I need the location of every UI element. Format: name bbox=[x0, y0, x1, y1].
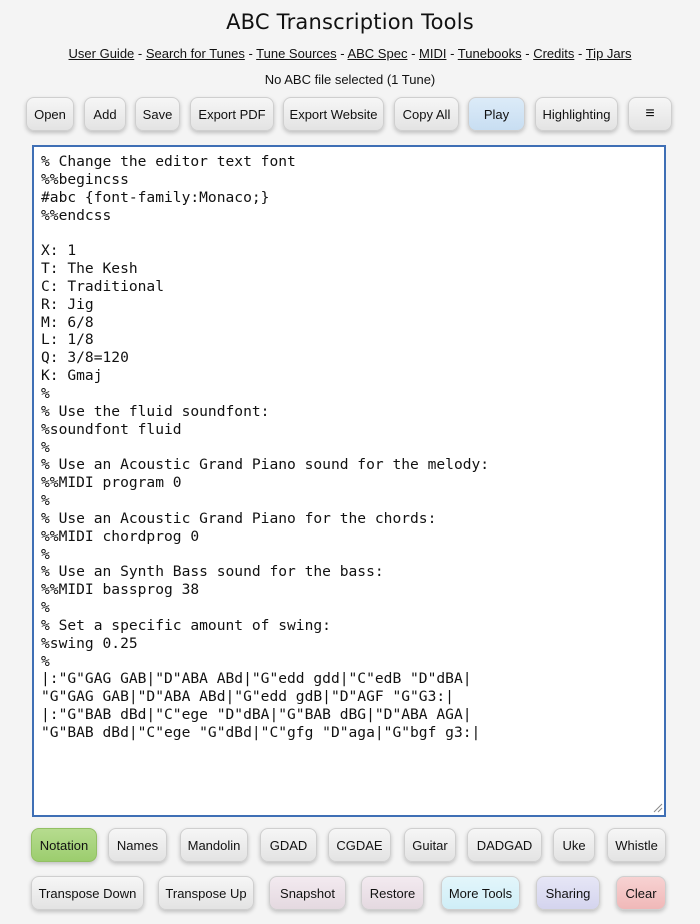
resize-handle-icon[interactable] bbox=[651, 801, 663, 813]
export-website-button[interactable]: Export Website bbox=[283, 97, 384, 131]
restore-button[interactable]: Restore bbox=[361, 876, 424, 910]
nav-link-tunebooks[interactable]: Tunebooks bbox=[457, 46, 522, 61]
highlighting-button[interactable]: Highlighting bbox=[535, 97, 618, 131]
play-button[interactable]: Play bbox=[468, 97, 525, 131]
guitar-button[interactable]: Guitar bbox=[404, 828, 456, 862]
whistle-button[interactable]: Whistle bbox=[607, 828, 666, 862]
export-pdf-button[interactable]: Export PDF bbox=[190, 97, 274, 131]
nav-link-midi[interactable]: MIDI bbox=[419, 46, 447, 61]
nav-separator: - bbox=[521, 46, 534, 61]
mandolin-button[interactable]: Mandolin bbox=[180, 828, 248, 862]
gdad-button[interactable]: GDAD bbox=[260, 828, 317, 862]
nav-link-search-for-tunes[interactable]: Search for Tunes bbox=[145, 46, 245, 61]
names-button[interactable]: Names bbox=[108, 828, 167, 862]
clear-button[interactable]: Clear bbox=[616, 876, 666, 910]
file-status: No ABC file selected (1 Tune) bbox=[264, 72, 436, 87]
nav-link-abc-spec[interactable]: ABC Spec bbox=[347, 46, 408, 61]
cgdae-button[interactable]: CGDAE bbox=[328, 828, 391, 862]
nav-link-tune-sources[interactable]: Tune Sources bbox=[256, 46, 337, 61]
nav-link-user-guide[interactable]: User Guide bbox=[68, 46, 135, 61]
transpose-up-button[interactable]: Transpose Up bbox=[158, 876, 254, 910]
nav-separator: - bbox=[574, 46, 586, 61]
uke-button[interactable]: Uke bbox=[553, 828, 595, 862]
menu-button[interactable]: ≡ bbox=[628, 97, 672, 131]
nav-link-credits[interactable]: Credits bbox=[533, 46, 575, 61]
transpose-down-button[interactable]: Transpose Down bbox=[31, 876, 144, 910]
save-button[interactable]: Save bbox=[135, 97, 180, 131]
copy-all-button[interactable]: Copy All bbox=[394, 97, 459, 131]
nav-separator: - bbox=[407, 46, 420, 61]
nav-separator: - bbox=[446, 46, 458, 61]
add-button[interactable]: Add bbox=[84, 97, 126, 131]
nav-separator: - bbox=[134, 46, 146, 61]
nav-separator: - bbox=[336, 46, 348, 61]
notation-button[interactable]: Notation bbox=[31, 828, 97, 862]
more-tools-button[interactable]: More Tools bbox=[441, 876, 520, 910]
sharing-button[interactable]: Sharing bbox=[536, 876, 600, 910]
open-button[interactable]: Open bbox=[26, 97, 74, 131]
dadgad-button[interactable]: DADGAD bbox=[467, 828, 542, 862]
nav-separator: - bbox=[244, 46, 257, 61]
nav-link-tip-jars[interactable]: Tip Jars bbox=[585, 46, 632, 61]
abc-editor-textarea[interactable] bbox=[32, 145, 666, 817]
top-nav bbox=[0, 46, 700, 61]
snapshot-button[interactable]: Snapshot bbox=[269, 876, 346, 910]
app-title: ABC Transcription Tools bbox=[226, 10, 474, 34]
